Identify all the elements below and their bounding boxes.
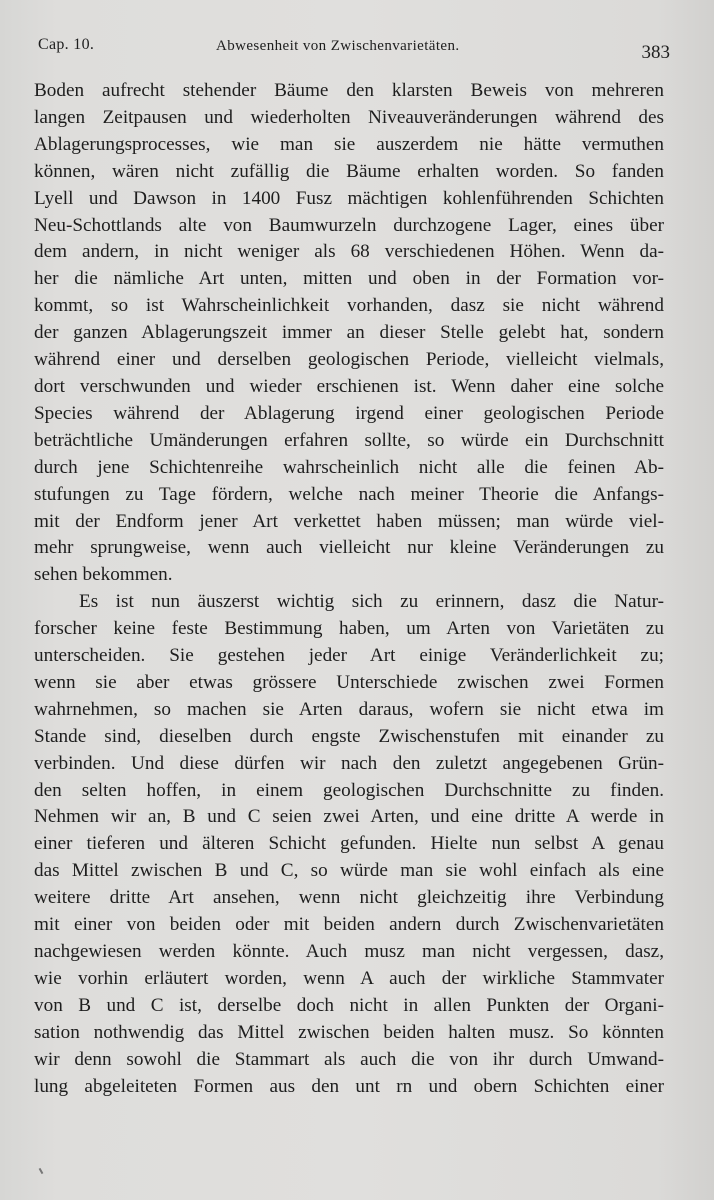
text-line: wir denn sowohl die Stammart als auch die von ihr durch Umwand- bbox=[34, 1048, 664, 1070]
chapter-label: Cap. 10. bbox=[38, 36, 95, 53]
text-line: kommt, so ist Wahrscheinlichkeit vorhanden, dasz sie nicht während bbox=[34, 295, 664, 317]
text-line: mit der Endform jener Art verkettet haben müssen; man würde viel- bbox=[34, 510, 664, 532]
text-line: verbinden. Und diese dürfen wir nach den zuletzt angegebenen Grün- bbox=[34, 752, 664, 774]
text-line: sation nothwendig das Mittel zwischen beiden halten musz. So könnten bbox=[34, 1021, 664, 1043]
text-line: wie vorhin erläutert worden, wenn A auch der wirkliche Stammvater bbox=[34, 967, 664, 989]
paper-speck bbox=[39, 1168, 44, 1174]
text-line: wahrnehmen, so machen sie Arten daraus, wofern sie nicht etwa im bbox=[34, 698, 664, 720]
text-line: Species während der Ablagerung irgend einer geologischen Periode bbox=[34, 402, 664, 424]
text-line: von B und C ist, derselbe doch nicht in allen Punkten der Organi- bbox=[34, 994, 664, 1016]
text-line: wenn sie aber etwas grössere Unterschiede zwischen zwei Formen bbox=[34, 671, 664, 693]
text-line: Boden aufrecht stehender Bäume den klarsten Beweis von mehreren bbox=[34, 80, 664, 101]
text-line: können, wären nicht zufällig die Bäume erhalten worden. So fanden bbox=[34, 160, 664, 182]
text-line: Es ist nun äuszerst wichtig sich zu erinnern, dasz die Natur- bbox=[79, 591, 664, 613]
running-header bbox=[38, 32, 670, 63]
text-line: unterscheiden. Sie gestehen jeder Art einige Veränderlichkeit zu; bbox=[34, 645, 664, 667]
text-line: Nehmen wir an, B und C seien zwei Arten, und eine dritte A werde in bbox=[34, 806, 664, 828]
page-number: 383 bbox=[641, 42, 670, 63]
running-title: Abwesenheit von Zwischenvarietäten. bbox=[216, 38, 460, 54]
text-line: durch jene Schichtenreihe wahrscheinlich nicht alle die feinen Ab- bbox=[34, 456, 664, 478]
text-line: langen Zeitpausen und wiederholten Niveauveränderungen während des bbox=[34, 106, 664, 128]
text-line: den selten hoffen, in einem geologischen Durchschnitte zu finden. bbox=[34, 779, 664, 801]
text-line: Lyell und Dawson in 1400 Fusz mächtigen kohlenführenden Schichten bbox=[34, 187, 664, 209]
text-line: her die nämliche Art unten, mitten und oben in der Formation vor- bbox=[34, 268, 664, 290]
text-line: einer tieferen und älteren Schicht gefunden. Hielte nun selbst A genau bbox=[34, 833, 664, 855]
text-line: beträchtliche Umänderungen erfahren sollte, so würde ein Durchschnitt bbox=[34, 429, 664, 451]
text-line: Stande sind, dieselben durch engste Zwischenstufen mit einander zu bbox=[34, 725, 664, 747]
text-line: mehr sprungweise, wenn auch vielleicht nur kleine Veränderungen zu bbox=[34, 537, 664, 559]
text-line: weitere dritte Art ansehen, wenn nicht gleichzeitig ihre Verbindung bbox=[34, 887, 664, 909]
text-line: das Mittel zwischen B und C, so würde man sie wohl einfach als eine bbox=[34, 860, 664, 882]
text-line: nachgewiesen werden könnte. Auch musz man nicht vergessen, dasz, bbox=[34, 941, 664, 962]
text-line: forscher keine feste Bestimmung haben, um Arten von Varietäten zu bbox=[34, 618, 664, 640]
text-line: während einer und derselben geologischen Periode, vielleicht vielmals, bbox=[34, 349, 664, 371]
text-line: stufungen zu Tage fördern, welche nach meiner Theorie die Anfangs- bbox=[34, 483, 664, 505]
text-line: dort verschwunden und wieder erschienen ist. Wenn daher eine solche bbox=[34, 375, 664, 397]
text-line: lung abgeleiteten Formen aus den unt rn und obern Schichten einer bbox=[34, 1075, 664, 1097]
text-line: sehen bekommen. bbox=[34, 564, 173, 586]
text-line: Ablagerungsprocesses, wie man sie auszerdem nie hätte vermuthen bbox=[34, 133, 664, 155]
text-line: der ganzen Ablagerungszeit immer an dieser Stelle gelebt hat, sondern bbox=[34, 322, 664, 344]
text-line: Neu-Schottlands alte von Baumwurzeln durchzogene Lager, eines über bbox=[34, 214, 664, 236]
text-line: dem andern, in nicht weniger als 68 verschiedenen Höhen. Wenn da- bbox=[34, 241, 664, 263]
body-text bbox=[34, 78, 664, 1100]
text-line: mit einer von beiden oder mit beiden andern durch Zwischenvarietäten bbox=[34, 914, 664, 936]
